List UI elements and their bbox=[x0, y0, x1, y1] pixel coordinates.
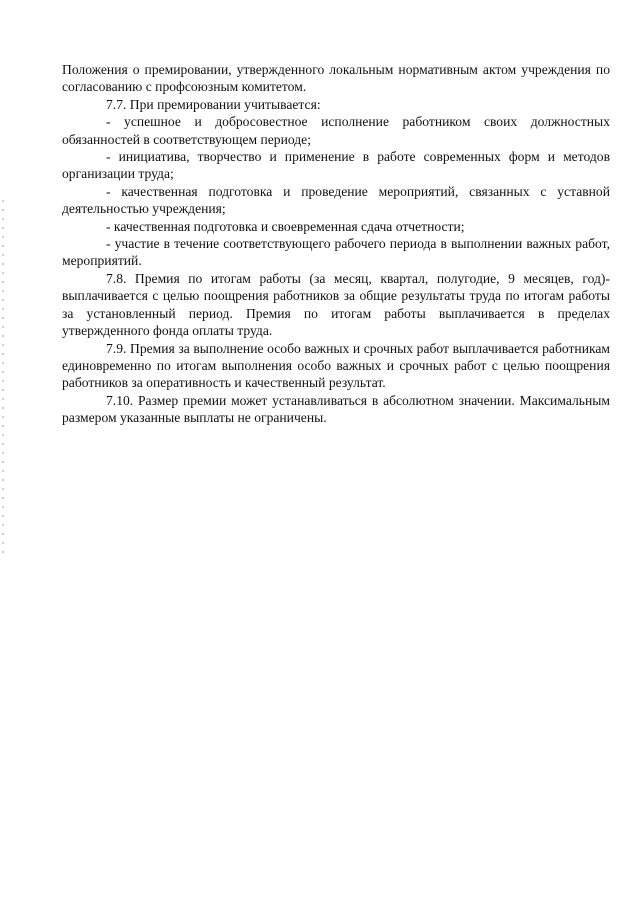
scan-margin-marks bbox=[2, 200, 4, 560]
list-item-diligent-performance: - успешное и добросовестное исполнение работником своих должностных обязанностей в соответствующем периоде; bbox=[62, 114, 610, 147]
list-item-reporting: - качественная подготовка и своевременная сдача отчетности; bbox=[106, 218, 465, 234]
paragraph-7-10: 7.10. Размер премии может устанавливаться в абсолютном значении. Максимальным размером указанные выплаты не ограничены. bbox=[62, 392, 610, 426]
document-body bbox=[62, 61, 610, 427]
paragraph-7-9: 7.9. Премия за выполнение особо важных и срочных работ выплачивается работникам единовременно по итогам выполнения особо важных и срочных работ с целью поощрения работников за оперативность и качественный результат. bbox=[62, 340, 610, 391]
paragraph-7-8: 7.8. Премия по итогам работы (за месяц, квартал, полугодие, 9 месяцев, год)- выплачивается с целью поощрения работников за общие результаты труда по итогам работы за установленный период. Премия по итогам работы выплачивается в пределах утвержденного фонда оплаты труда. bbox=[62, 270, 610, 339]
list-item-initiative: - инициатива, творчество и применение в работе современных форм и методов организации труда; bbox=[62, 149, 610, 182]
list-item-events-preparation: - качественная подготовка и проведение мероприятий, связанных с уставной деятельностью учреждения; bbox=[62, 183, 610, 217]
paragraph-7-7: 7.7. При премировании учитывается: bbox=[106, 96, 321, 112]
list-item-participation: - участие в течение соответствующего рабочего периода в выполнении важных работ, мероприятий. bbox=[62, 236, 610, 269]
paragraph-intro: Положения о премировании, утвержденного локальным нормативным актом учреждения по согласованию с профсоюзным комитетом. bbox=[62, 62, 610, 95]
